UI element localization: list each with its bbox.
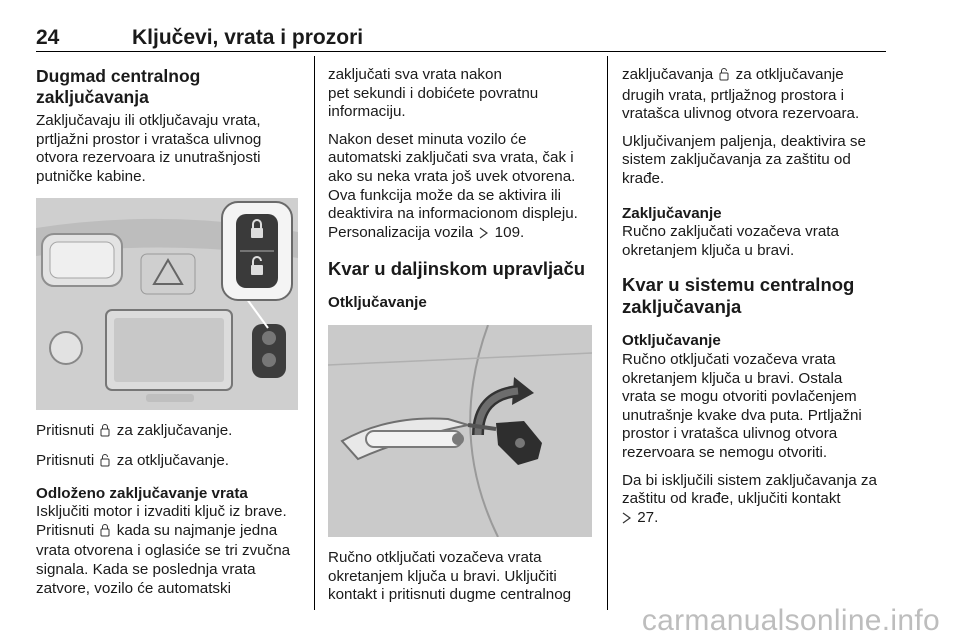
watermark: carmanualsonline.info (641, 604, 940, 637)
column-divider-2 (607, 56, 608, 610)
press-unlock-line: Pritisnuti za otključavanje. (36, 452, 304, 473)
column-1 (36, 58, 304, 607)
cross-reference-link[interactable]: 109. (494, 223, 525, 241)
unlocking-heading: Otključavanje (328, 294, 427, 312)
press-lock-line: Pritisnuti za zaključavanje. (36, 422, 304, 443)
manual-unlock-fault-paragraph: Ručno otključati vozačeva vrata okretanjem ključa u bravi. Ostala vrata se mogu otvoriti povlačenjem unutrašnje kvake dva puta. Prtljažni prostor i vratašca ulivnog otvora rezervoara se nemogu otvoriti. (622, 350, 862, 461)
triangle-reference-icon (622, 511, 631, 530)
intro-paragraph: Zaključavaju ili otključavaju vrata, prtljažni prostor i vratašca ulivnog otvora rezervoara iz unutrašnjosti putničke kabine. (36, 112, 262, 185)
page-header (36, 26, 886, 54)
central-lock-fault-heading: Kvar u sistemu centralnog zaključavanja (622, 274, 855, 318)
manual-lock-paragraph: Ručno zaključati vozačeva vrata okretanjem ključa u bravi. (622, 223, 839, 259)
column-3 (622, 58, 890, 538)
lock-icon (100, 523, 110, 543)
manual-unlock-paragraph: Ručno otključati vozačeva vrata okretanjem ključa u bravi. Uključiti kontakt i pritisnuti dugme centralnog (328, 548, 572, 604)
dashboard-figure (36, 198, 298, 410)
delayed-locking-heading: Odloženo zaključavanje vrata (36, 484, 248, 502)
locking-heading: Zaključavanje (622, 204, 722, 222)
page-number: 24 (36, 26, 60, 49)
unlocking-heading: Otključavanje (622, 332, 721, 350)
column-2 (328, 58, 596, 614)
cross-reference-link[interactable]: 27. (637, 508, 659, 526)
chapter-title: Ključevi, vrata i prozori (132, 26, 364, 49)
column-divider-1 (314, 56, 315, 610)
section-heading-central-locking: Dugmad centralnog zaključavanja (36, 66, 201, 107)
unlock-icon (719, 67, 729, 87)
ignition-paragraph: Uključivanjem paljenja, deaktivira se sistem zaključavanja za zaštitu od krađe. (622, 132, 866, 187)
triangle-reference-icon (479, 226, 488, 245)
disable-anti-theft-paragraph: Da bi isključili sistem zaključavanja za zaštitu od krađe, uključiti kontakt 27. (622, 472, 890, 530)
delayed-locking-continuation: zaključati sva vrata nakon pet sekundi i dobićete povratnu informaciju. (328, 66, 539, 121)
delayed-locking-paragraph: Isključiti motor i izvaditi ključ iz brave. Pritisnuti kada su najmanje jedna vrata otvorena i oglasiće se tri zvučna signala. Kada se poslednja vrata zatvore, vozilo će automatski (36, 503, 291, 597)
unlock-icon (100, 453, 110, 473)
ten-minutes-paragraph: Nakon deset minuta vozilo će automatski zaključati sva vrata, čak i ako su neka vrata još uvek otvorena. Ova funkcija može da se aktivira ili deaktivira na informacionom displeju. Personalizacija vozila 109. (328, 131, 596, 245)
remote-fault-heading: Kvar u daljinskom upravljaču (328, 258, 586, 280)
central-lock-continuation: zaključavanja za otključavanje drugih vrata, prtljažnog prostora i vratašca ulivnog otvora rezervoara. (622, 66, 860, 123)
header-rule (36, 51, 886, 52)
lock-icon (100, 423, 110, 443)
door-handle-figure (328, 325, 592, 537)
